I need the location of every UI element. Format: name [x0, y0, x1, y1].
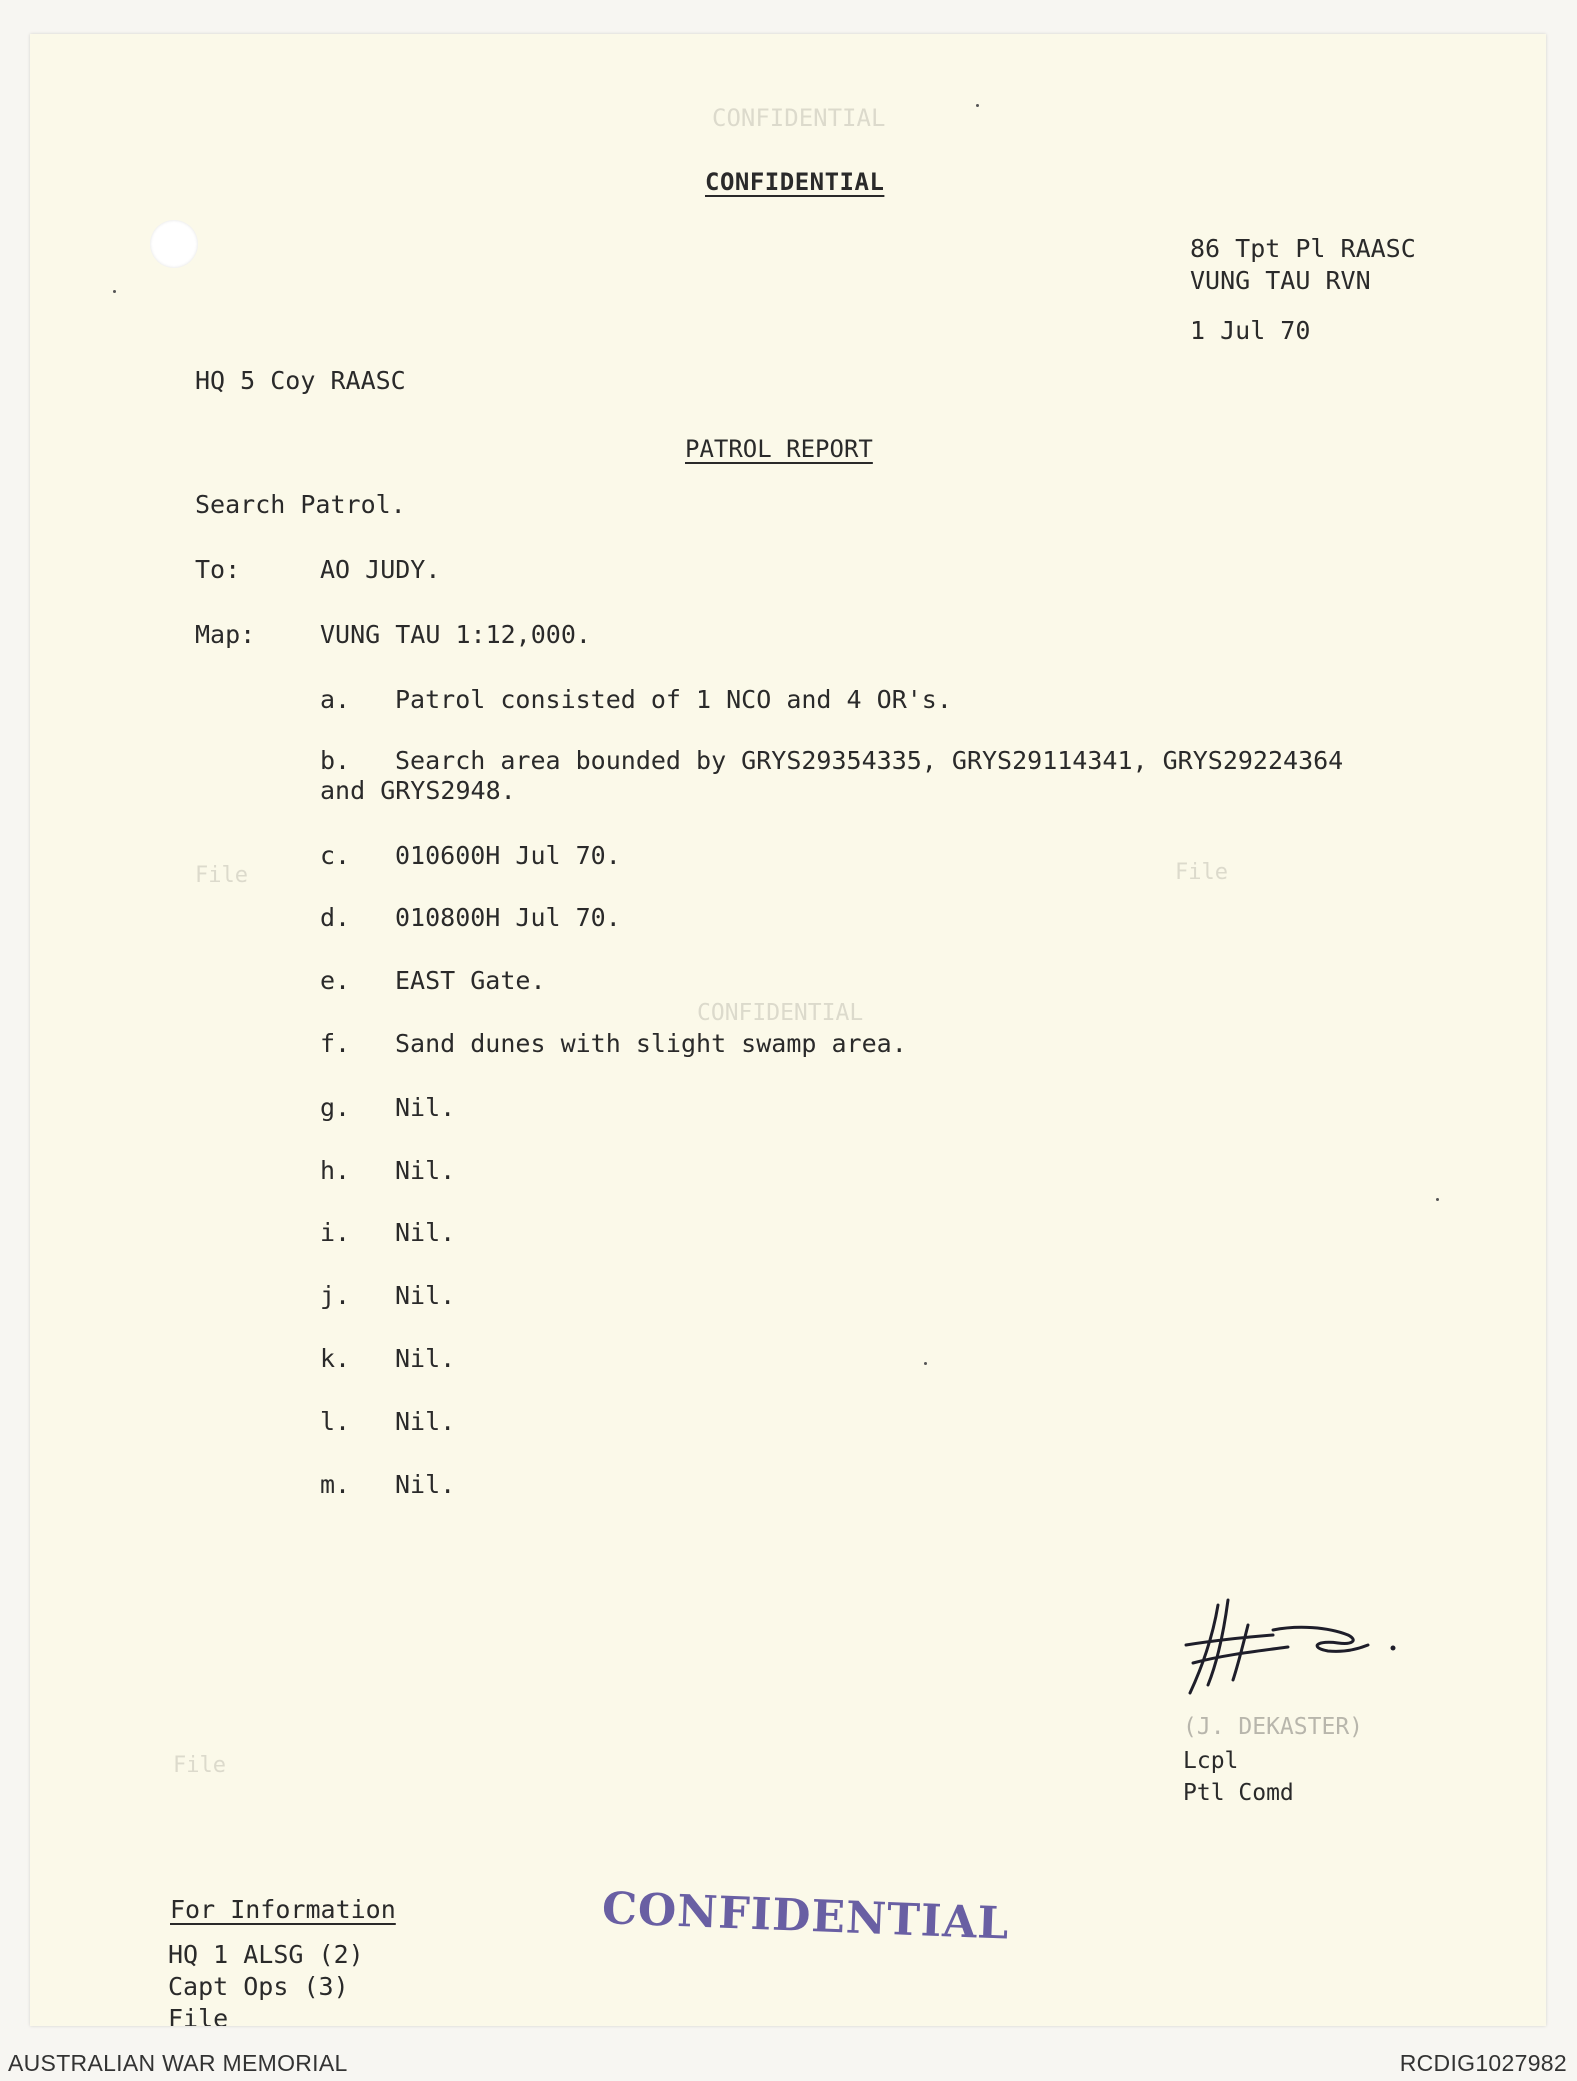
classification-heading: CONFIDENTIAL: [705, 168, 885, 196]
to-label: To:: [195, 555, 241, 584]
ghost-header-text: CONFIDENTIAL: [712, 104, 886, 132]
item-text: Sand dunes with slight swamp area.: [395, 1029, 907, 1058]
item-text: Nil.: [395, 1093, 456, 1122]
addressee: HQ 5 Coy RAASC: [195, 366, 406, 395]
item-text: Nil.: [395, 1344, 456, 1373]
signatory-name: (J. DEKASTER): [1183, 1714, 1364, 1740]
document-title: PATROL REPORT: [685, 435, 873, 463]
for-information-heading: For Information: [170, 1895, 396, 1924]
patrol-type: Search Patrol.: [195, 490, 406, 519]
item-letter: h.: [320, 1156, 351, 1185]
item-letter: m.: [320, 1470, 351, 1499]
sender-unit: 86 Tpt Pl RAASC: [1190, 234, 1416, 263]
item-letter: a.: [320, 685, 351, 714]
ghost-file-text: File: [1175, 860, 1228, 885]
item-letter: g.: [320, 1093, 351, 1122]
item-text: EAST Gate.: [395, 966, 546, 995]
item-text: 010800H Jul 70.: [395, 903, 621, 932]
sender-location: VUNG TAU RVN: [1190, 266, 1371, 295]
map-value: VUNG TAU 1:12,000.: [320, 620, 591, 649]
ghost-file-text: File: [195, 863, 248, 888]
item-letter: j.: [320, 1281, 351, 1310]
distribution-line: Capt Ops (3): [168, 1972, 349, 2001]
item-letter: c.: [320, 841, 351, 870]
item-text: 010600H Jul 70.: [395, 841, 621, 870]
ghost-file-text: File: [173, 1753, 226, 1778]
distribution-line: File: [168, 2006, 229, 2026]
archive-credit: AUSTRALIAN WAR MEMORIAL: [8, 2050, 348, 2076]
signatory-rank: Lcpl: [1183, 1748, 1239, 1774]
item-letter: l.: [320, 1407, 351, 1436]
paper-speck: [976, 104, 979, 107]
item-letter: d.: [320, 903, 351, 932]
item-text: Nil.: [395, 1218, 456, 1247]
item-letter: f.: [320, 1029, 351, 1058]
item-letter: k.: [320, 1344, 351, 1373]
signatory-role: Ptl Comd: [1183, 1780, 1294, 1806]
map-label: Map:: [195, 620, 256, 649]
item-letter: i.: [320, 1218, 351, 1247]
item-text: Nil.: [395, 1156, 456, 1185]
paper-speck: [924, 1362, 927, 1365]
item-text: Patrol consisted of 1 NCO and 4 OR's.: [395, 685, 952, 714]
item-text: Nil.: [395, 1470, 456, 1499]
item-text: Nil.: [395, 1407, 456, 1436]
handwritten-signature: [1178, 1585, 1408, 1705]
paper-speck: [113, 290, 116, 293]
ghost-confidential-text: CONFIDENTIAL: [697, 1000, 864, 1026]
archive-reference: RCDIG1027982: [1399, 2050, 1567, 2076]
item-text: Search area bounded by GRYS29354335, GRYS29114341, GRYS29224364: [395, 746, 1344, 775]
punch-hole: [150, 220, 198, 268]
confidential-stamp: CONFIDENTIAL: [601, 1883, 1011, 1950]
item-letter: e.: [320, 966, 351, 995]
paper-speck: [1436, 1198, 1439, 1201]
item-letter: b.: [320, 746, 351, 775]
item-text-continuation: and GRYS2948.: [320, 776, 516, 805]
item-text: Nil.: [395, 1281, 456, 1310]
to-value: AO JUDY.: [320, 555, 441, 584]
document-date: 1 Jul 70: [1190, 316, 1311, 345]
distribution-line: HQ 1 ALSG (2): [168, 1940, 364, 1969]
